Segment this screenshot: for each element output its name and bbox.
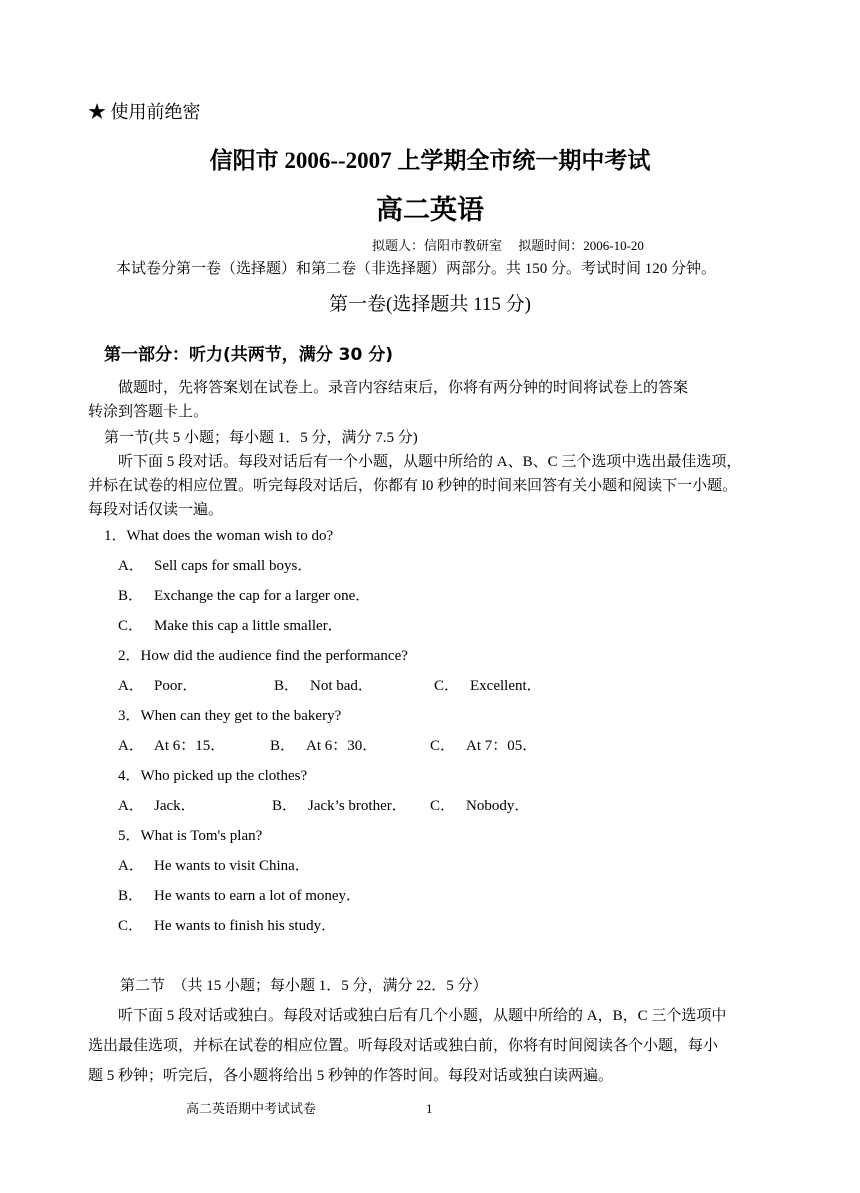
option-text: Jack’s brother． <box>308 798 407 814</box>
option-2b <box>274 676 373 696</box>
option-text: Excellent． <box>470 678 542 694</box>
option-1a <box>118 556 312 576</box>
option-4c <box>430 796 529 816</box>
question-1: 1．What does the woman wish to do? <box>104 528 334 544</box>
option-5c <box>118 916 336 936</box>
option-text: Exchange the cap for a larger one． <box>154 588 371 604</box>
option-letter: A． <box>118 798 144 814</box>
author-line: 拟题人：信阳市教研室 拟题时间：2006-10-20 <box>372 238 644 253</box>
section1-desc-line-2: 并标在试卷的相应位置。听完每段对话后，你都有 l0 秒钟的时间来回答有关小题和阅读下一小题。 <box>88 478 738 494</box>
option-letter: B． <box>118 888 144 904</box>
option-text: Jack． <box>154 798 196 814</box>
exam-intro: 本试卷分第一卷（选择题）和第二卷（非选择题）两部分。共 150 分。考试时间 120 分钟。 <box>116 261 717 277</box>
option-letter: B． <box>272 798 298 814</box>
question-3: 3．When can they get to the bakery? <box>118 708 342 724</box>
option-letter: B． <box>270 738 296 754</box>
volume1-title: 第一卷(选择题共 115 分) <box>329 294 531 315</box>
option-text: He wants to earn a lot of money． <box>154 888 362 904</box>
option-text: Sell caps for small boys． <box>154 558 313 574</box>
option-letter: C． <box>430 738 456 754</box>
option-letter: B． <box>118 588 144 604</box>
option-letter: C． <box>118 618 144 634</box>
option-text: Poor． <box>154 678 198 694</box>
option-letter: A． <box>118 678 144 694</box>
section2-desc-line-1: 听下面 5 段对话或独白。每段对话或独白后有几个小题，从题中所给的 A，B，C 三个选项中 <box>118 1008 727 1024</box>
option-1c <box>118 616 343 636</box>
option-4b <box>272 796 407 816</box>
option-text: At 7：05． <box>466 738 538 754</box>
option-3a <box>118 736 225 756</box>
option-text: At 6：15． <box>154 738 226 754</box>
option-5a <box>118 856 310 876</box>
section2-desc-line-2: 选出最佳选项，并标在试卷的相应位置。听每段对话或独白前，你将有时间阅读各个小题，每小 <box>88 1038 719 1054</box>
section2-desc-line-3: 题 5 秒钟；听完后，各小题将给出 5 秒钟的作答时间。每段对话或独白读两遍。 <box>88 1068 614 1084</box>
instruction-line-2: 转涂到答题卡上。 <box>88 404 209 420</box>
question-4: 4．Who picked up the clothes? <box>118 768 308 784</box>
option-text: He wants to finish his study． <box>154 918 337 934</box>
option-2c <box>434 676 542 696</box>
subject-title: 高二英语 <box>376 195 484 225</box>
option-letter: B． <box>274 678 300 694</box>
option-letter: A． <box>118 738 144 754</box>
part1-title: 第一部分：听力(共两节，满分 30 分) <box>104 345 394 365</box>
page-number: 1 <box>426 1101 433 1116</box>
option-text: Make this cap a little smaller． <box>154 618 343 634</box>
section1-desc-line-3: 每段对话仅读一遍。 <box>88 502 224 518</box>
option-letter: C． <box>434 678 460 694</box>
exam-title: 信阳市 2006--2007 上学期全市统一期中考试 <box>209 148 651 173</box>
confidential-mark: ★ 使用前绝密 <box>88 102 201 122</box>
option-2a <box>118 676 197 696</box>
option-text: At 6：30． <box>306 738 378 754</box>
question-5: 5．What is Tom's plan? <box>118 828 263 844</box>
footer-label: 高二英语期中考试试卷 <box>186 1101 317 1116</box>
section1-title: 第一节(共 5 小题；每小题 1．5 分，满分 7.5 分) <box>104 430 418 446</box>
question-2: 2．How did the audience find the performance? <box>118 648 408 664</box>
option-4a <box>118 796 196 816</box>
option-3c <box>430 736 537 756</box>
option-text: Nobody． <box>466 798 530 814</box>
option-text: He wants to visit China． <box>154 858 310 874</box>
section1-desc-line-1: 听下面 5 段对话。每段对话后有一个小题，从题中所给的 A、B、C 三个选项中选出最佳选项， <box>118 454 742 470</box>
option-text: Not bad． <box>310 678 373 694</box>
option-5b <box>118 886 361 906</box>
instruction-line-1: 做题时，先将答案划在试卷上。录音内容结束后，你将有两分钟的时间将试卷上的答案 <box>118 380 689 396</box>
option-letter: C． <box>430 798 456 814</box>
option-letter: A． <box>118 558 144 574</box>
option-3b <box>270 736 377 756</box>
section2-title: 第二节 （共 15 小题；每小题 1．5 分，满分 22．5 分） <box>120 978 488 994</box>
option-1b <box>118 586 370 606</box>
option-letter: C． <box>118 918 144 934</box>
option-letter: A． <box>118 858 144 874</box>
